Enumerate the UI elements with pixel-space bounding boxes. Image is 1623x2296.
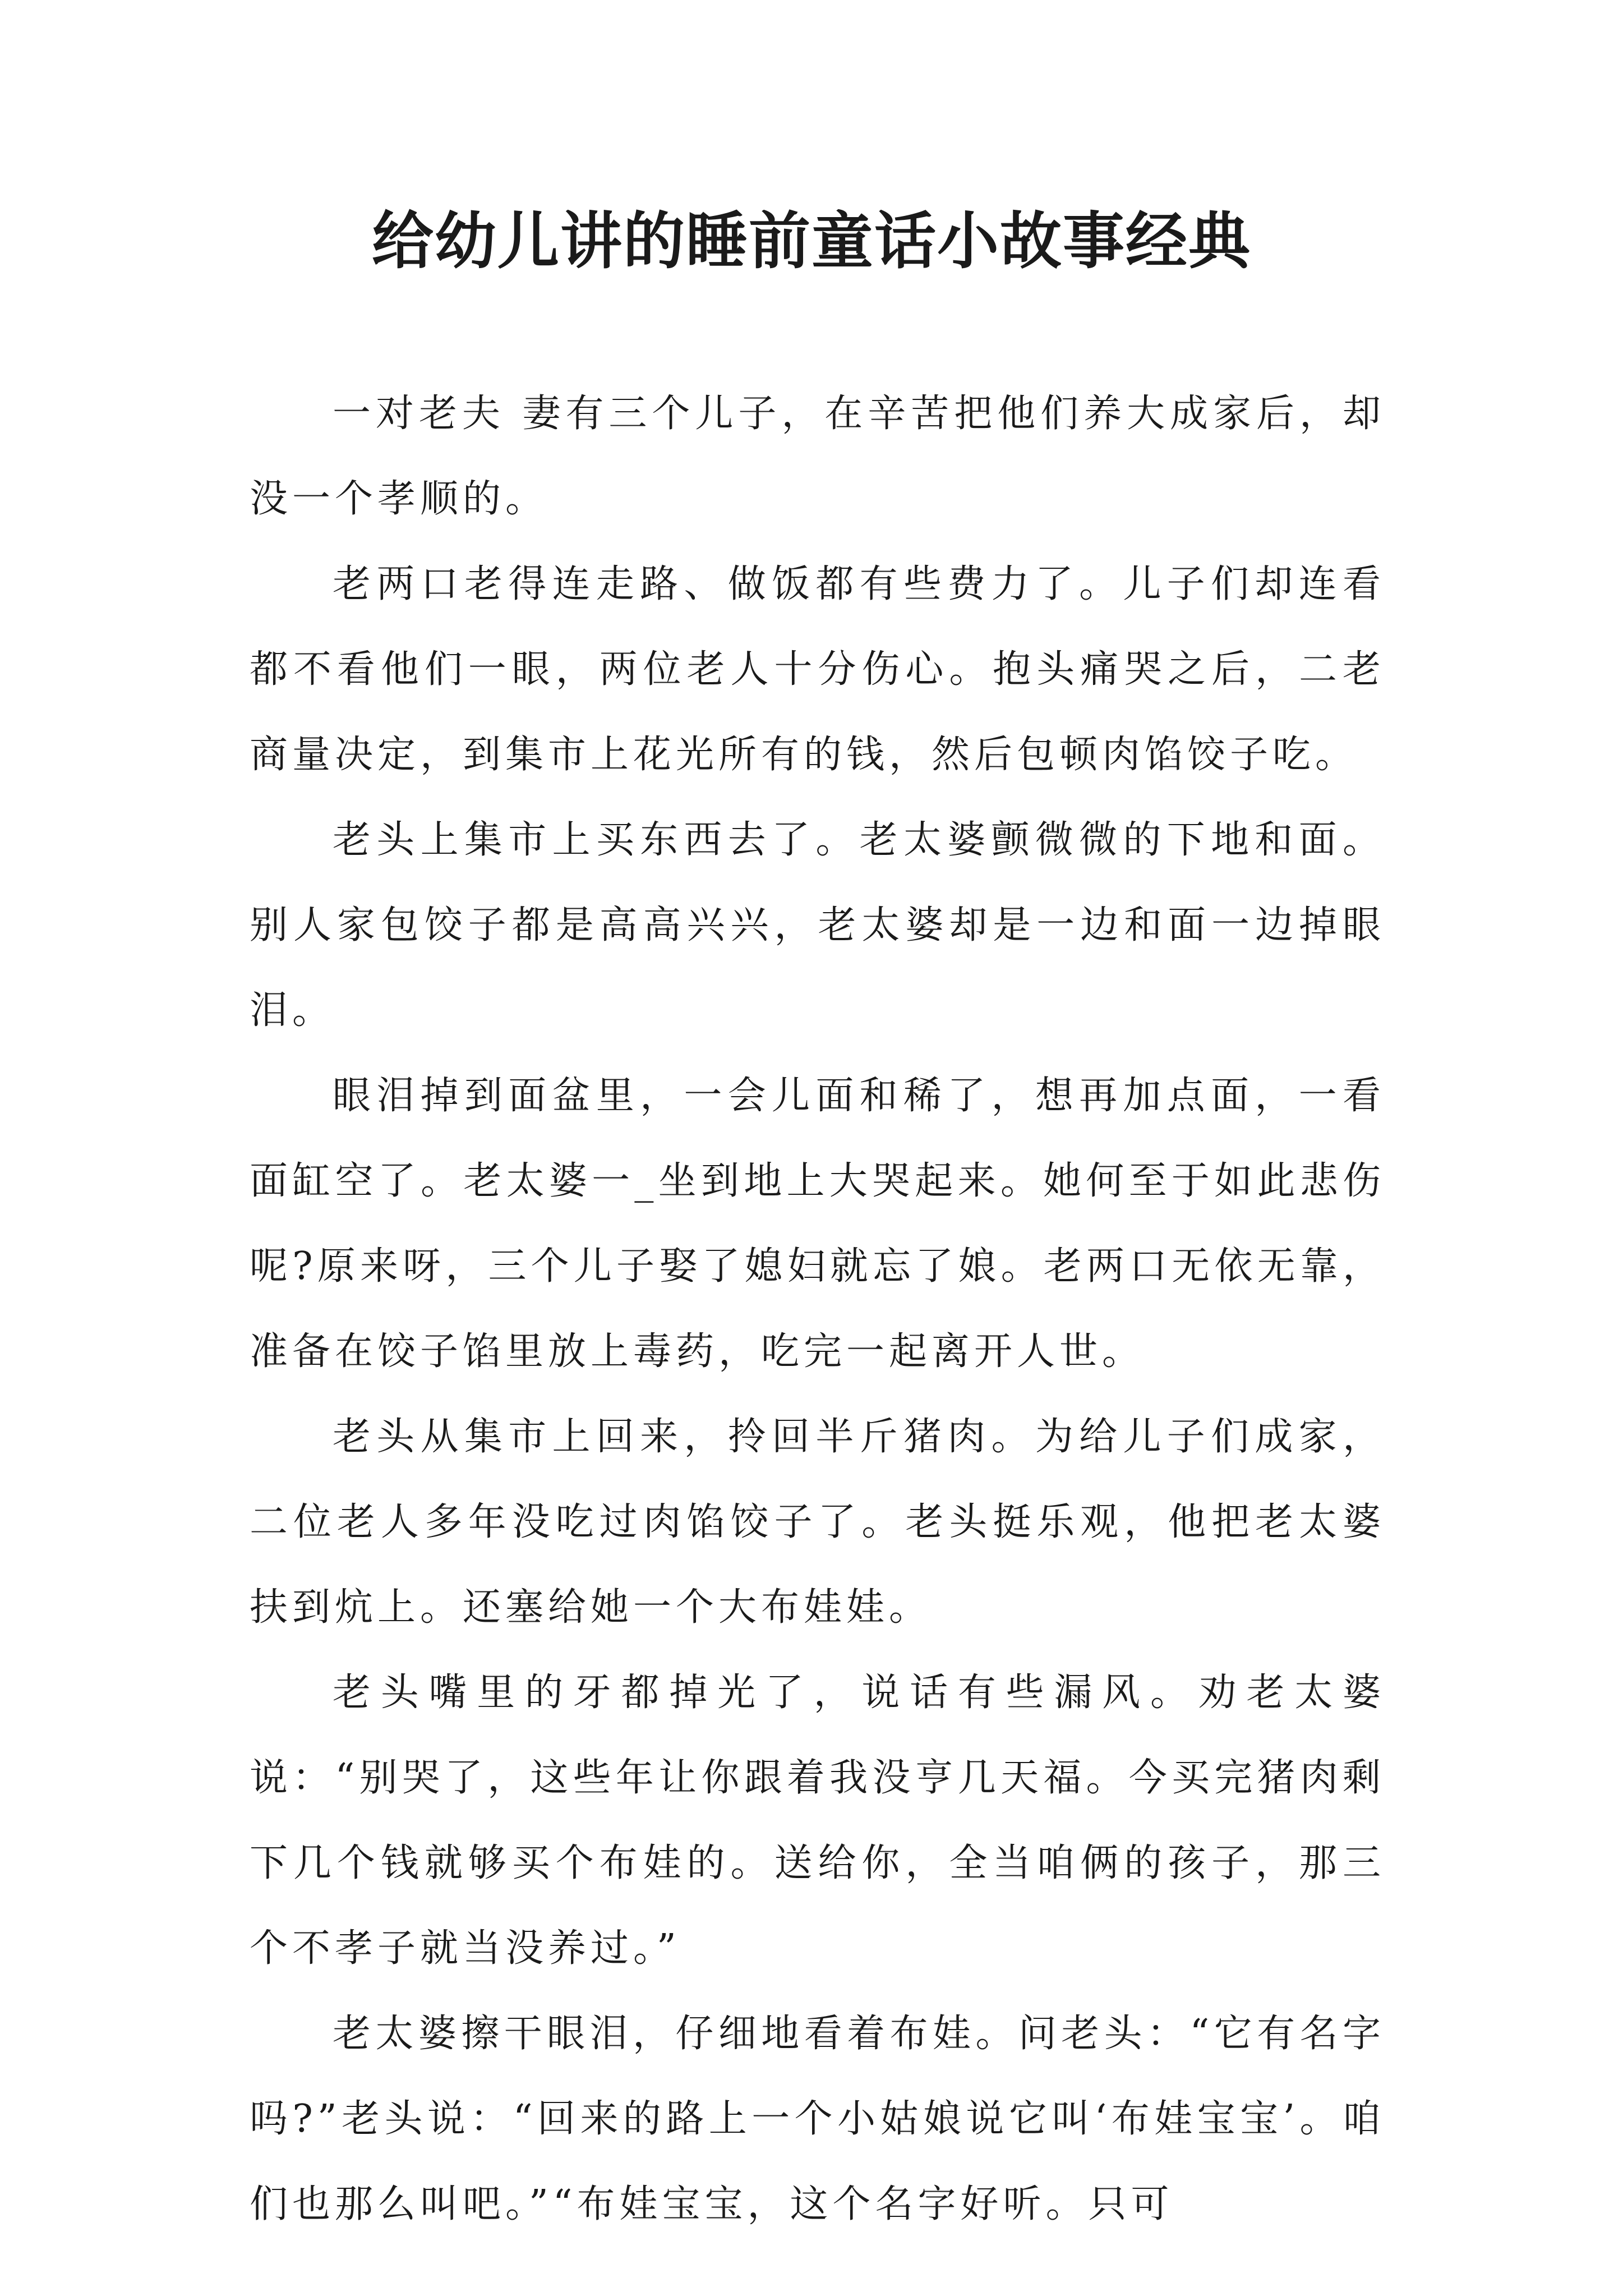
document-body xyxy=(250,371,1385,2247)
paragraph: 一对老夫 妻有三个儿子，在辛苦把他们养大成家后，却没一个孝顺的。 xyxy=(250,392,1385,521)
paragraph: 老头嘴里的牙都掉光了，说话有些漏风。劝老太婆说：“别哭了，这些年让你跟着我没亨几天福。今买完猪肉剩下几个钱就够买个布娃的。送给你，全当咱俩的孩子，那三个不孝子就当没养过。” xyxy=(250,1671,1385,1971)
paragraph: 眼泪掉到面盆里，一会儿面和稀了，想再加点面，一看面缸空了。老太婆一_坐到地上大哭起来。她何至于如此悲伤呢?原来呀，三个儿子娶了媳妇就忘了娘。老两口无依无靠，准备在饺子馅里放上毒药，吃完一起离开人世。 xyxy=(250,1074,1385,1374)
paragraph: 老头上集市上买东西去了。老太婆颤微微的下地和面。别人家包饺子都是高高兴兴，老太婆却是一边和面一边掉眼泪。 xyxy=(250,818,1385,1033)
paragraph: 老太婆擦干眼泪，仔细地看着布娃。问老头：“它有名字吗?”老头说：“回来的路上一个小姑娘说它叫‘布娃宝宝’。咱们也那么叫吧。”“布娃宝宝，这个名字好听。只可 xyxy=(250,2012,1385,2226)
paragraph: 老两口老得连走路、做饭都有些费力了。儿子们却连看都不看他们一眼，两位老人十分伤心。抱头痛哭之后，二老商量决定，到集市上花光所有的钱，然后包顿肉馅饺子吃。 xyxy=(250,562,1385,777)
document-title: 给幼儿讲的睡前童话小故事经典 xyxy=(372,205,1251,277)
paragraph: 老头从集市上回来，拎回半斤猪肉。为给儿子们成家，二位老人多年没吃过肉馅饺子了。老头挺乐观，他把老太婆扶到炕上。还塞给她一个大布娃娃。 xyxy=(250,1415,1385,1630)
